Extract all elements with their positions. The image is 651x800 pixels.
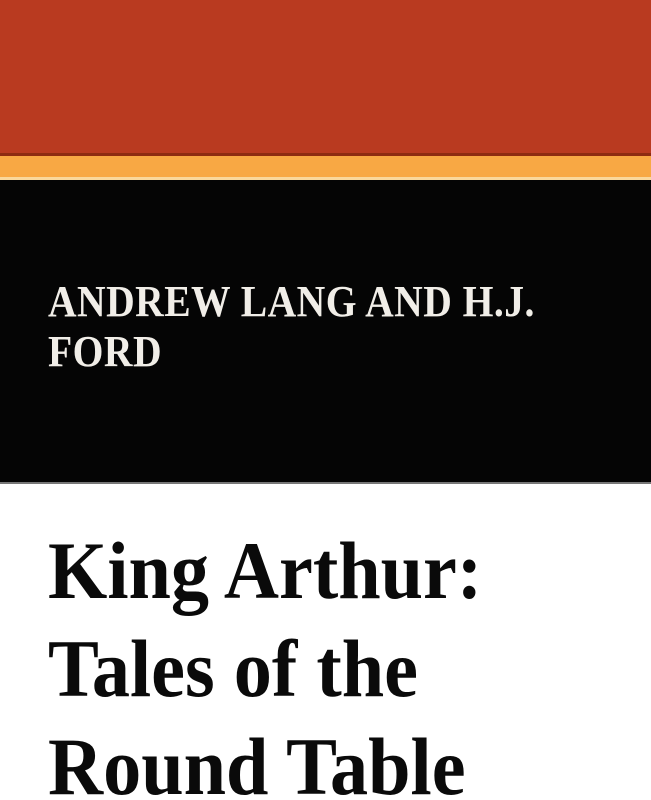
author-line-1: ANDREW LANG AND H.J. <box>48 277 535 326</box>
title-line-1: King Arthur: <box>48 525 483 616</box>
author-name <box>48 277 535 377</box>
book-title <box>48 522 482 800</box>
title-line-3: Round Table <box>48 721 466 800</box>
title-line-2: Tales of the <box>48 623 419 714</box>
orange-stripe <box>0 156 651 177</box>
top-red-band <box>0 0 651 153</box>
author-line-2: FORD <box>48 327 162 376</box>
